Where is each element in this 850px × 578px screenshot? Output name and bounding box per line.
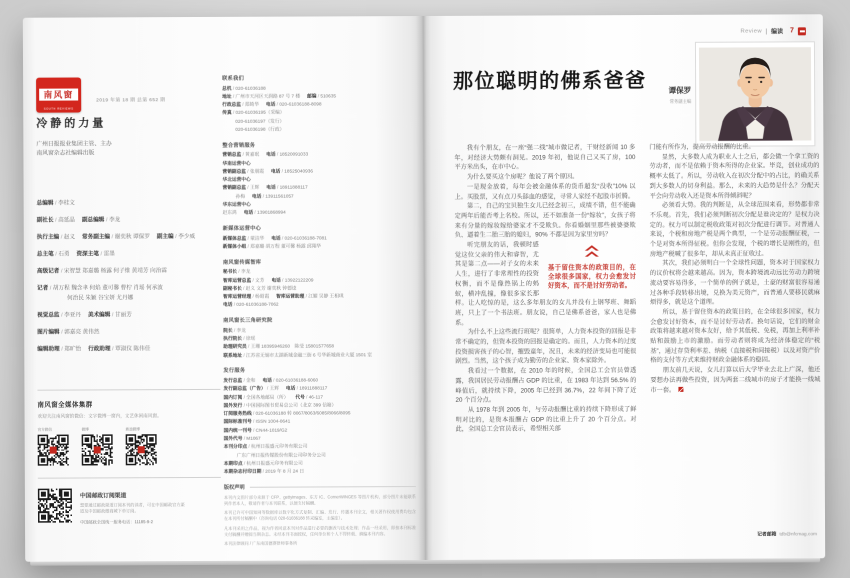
label-value-pair: 智库运营经理 / 杨昭霞	[223, 293, 270, 300]
field-value: 杭州日报盛元印务有限公司	[246, 460, 303, 466]
label-value-pair: 副总编辑 / 李龙	[81, 217, 121, 224]
field-label: 总编辑	[36, 200, 54, 207]
field-label: 电话	[262, 377, 272, 383]
article-column-1	[454, 143, 636, 435]
field-value: 宋智慧 郑嘉璐 杨露 何子维 黄靖芳 向治霖	[63, 268, 167, 275]
field-label: 邮编	[307, 93, 317, 99]
staff-row	[37, 234, 242, 242]
label-value-pair: 记者 / 胡万程 魏含聿 何焰 董可馨 曹柠 肖瑶 何承波	[36, 285, 163, 292]
contact-line	[223, 300, 415, 309]
left-page	[23, 16, 425, 562]
field-value: 文芳	[255, 277, 265, 283]
field-value: 徐瑶	[245, 335, 256, 341]
field-label: 副秘书长	[222, 285, 242, 291]
article-column-2	[649, 142, 820, 434]
label-value-pair	[223, 210, 237, 215]
article-paragraph: 我有个朋友，在一座“强二线”城市做记者，干财经新闻 10 多年，对经济大势颇有洞见。2019 年初，他说自己又买了房，100 平方米出头，在市中心。	[454, 144, 636, 172]
field-label: 国际标准刊号	[223, 419, 252, 425]
field-label: 视觉总监	[37, 312, 60, 320]
field-value: 江媚 吴静 王相琪	[308, 293, 344, 299]
field-label: 总机	[222, 85, 232, 91]
field-value: 孙梅	[235, 193, 245, 199]
field-value: 郑旷怡	[64, 346, 82, 353]
copyright-title: 版权声明	[223, 484, 245, 491]
field-value: 13922122209	[284, 277, 314, 283]
article-paragraph: 朋友前几天说，女儿打算以后大学毕业去北上广深，他还要想办法再做些投资，因为两套二线城市的房子才能换一线城市一套。	[650, 366, 821, 394]
email-label: 记者邮箱	[757, 532, 777, 538]
contact-section-title: 发行服务	[223, 368, 246, 375]
copyright-paragraph: 本刊已许可中国知网等数据库以数字化方式复制、汇编、发行、传播本刊全文，相关著作权使用费均包含在本刊所付稿酬中（咨询电话 020-61036188 转采编室，主编室）。	[223, 509, 416, 522]
label-value-pair: 国内统一刊号 / CN44-1019/G2	[223, 427, 288, 433]
label-value-pair: 图片编辑 / 郭嘉亮 黄伟然	[37, 329, 100, 337]
field-value: 18520091033	[279, 151, 309, 157]
media-group-section	[37, 389, 221, 526]
field-value: 李龙	[236, 327, 246, 333]
field-value: ISSN 1004-0641	[255, 418, 291, 425]
label-value-pair: 电话 / 18911888117	[285, 385, 328, 391]
field-label: 行政总监	[222, 101, 241, 107]
label-value-pair: 高级记者 / 宋智慧 郑嘉璐 杨露 何子维 黄靖芳 向治霖	[36, 268, 167, 275]
section-name-en: Review	[740, 28, 762, 35]
field-value: 020-61036188-8098	[279, 101, 322, 107]
field-value: 覃淑仪 陈伟佳	[115, 346, 151, 353]
article-paragraph: 为什么不上这些流行班呢？很简单，人力资本投资的回报是非常不确定的，但资本投资的回报是确定的。而且，人力资本的过度投资损害孩子的心智，摧毁童年，况且，未来的经济变局也可能很剧烈。当然，这个孩子成为勤劳的企业家、资本家除外。	[455, 328, 637, 366]
field-value: 王辉	[249, 185, 260, 191]
contact-section	[223, 224, 415, 251]
page-header	[741, 26, 806, 35]
qr-cell	[38, 428, 69, 466]
label-value-pair	[236, 194, 245, 199]
contact-line	[224, 467, 416, 476]
label-value-pair: 国际标准刊号 / ISSN 1004-0641	[223, 418, 291, 425]
field-value: 雷墨	[103, 251, 115, 258]
field-label: 国外代号	[223, 435, 243, 441]
label-value-pair: 总主笔 / 石勇	[36, 251, 70, 258]
media-group-title: 南风窗全媒体集群	[37, 401, 93, 409]
label-value-pair: 院长 / 李龙	[223, 327, 246, 333]
label-value-pair: 发行总监 / 金和	[223, 377, 256, 383]
label-value-pair: 电话 / 020-61036188-7081	[271, 235, 327, 241]
field-value: 46-117	[308, 393, 323, 400]
label-value-pair: 电话 / 18911888117	[266, 184, 308, 191]
article-paragraph: 所以，基于留住资本的政策目的，在全球很多国家，权力会愈发讨好资本，而不是讨好劳动者。换句话说，它们的财金政策将越来越对资本友好，给予其低税、免税，再加上利率补贴和鼓励上市的激励。而劳动者则将成为经济体稳定的“税基”，通过存贷利率差、纳税（直接税和间接税）以及对资产价格的支付等方式来维持财政金融体系的稳固。	[650, 308, 821, 365]
field-label: 电话	[271, 235, 281, 241]
staff-row	[37, 268, 242, 276]
publisher-line: 广州日报报业集团主管、主办	[36, 141, 112, 148]
field-label: 执行主编	[36, 234, 60, 241]
field-label: 营销副总监	[222, 168, 246, 174]
field-label: 院长	[223, 327, 233, 333]
article-paragraph: 听完朋友的话，我顿时感觉这位父亲的伟大和睿智，尤其是第二点——对子女的未来人生，进行了非常理性的投资权衡，而不是像热锅上的蚂蚁，横冲乱撞，像很多家长那样。让人吃惊的是，这么多年朋友的女儿并没有上钢琴班、舞蹈班，只上了一个书法班。朋友说，自己是佛系爸爸，家人也是佛系。	[454, 241, 637, 327]
field-label: 智库运营经理	[223, 293, 252, 300]
reporter-email	[757, 530, 817, 537]
field-label: 地址	[222, 93, 232, 99]
contact-section	[223, 366, 415, 476]
copyright-section	[224, 483, 416, 547]
field-value: 郭嘉亮 黄伟然	[64, 329, 100, 336]
article-paragraph: 门能有所作为，提高劳动报酬的比重。	[649, 143, 755, 152]
field-label: 本期杂志付印日期	[223, 468, 262, 475]
article-body	[454, 142, 820, 435]
field-value: 13911561057	[265, 193, 294, 199]
field-value: 020-61036195（采编）	[235, 109, 285, 116]
label-value-pair: 地址 / 广州市天河区天润路 87 号 7 楼	[222, 93, 301, 99]
label-value-pair: 订阅服务热线 / 020-61036188 转 8067/8063/6085/8066/8095	[223, 410, 351, 416]
field-label: 代号	[295, 394, 305, 400]
issue-line: 2019 年第 18 期 总第 652 期	[96, 98, 166, 104]
field-label: 电话	[243, 210, 254, 216]
field-value: 江苏省无锡市太湖新城金融三街 6 号华新城商业大厦 1501 室	[245, 351, 373, 358]
label-value-pair: 营销副总监 / 张朋霞	[222, 168, 264, 174]
publisher-info	[36, 140, 111, 159]
label-value-pair: 智库运营总监 / 文芳	[222, 277, 265, 283]
field-value: 18525040936	[284, 168, 313, 174]
field-value: 中国国际图书贸易总公司（北京 399 信箱）	[246, 402, 337, 408]
article-title: 那位聪明的佛系爸爸	[453, 70, 647, 93]
copyright-paragraph: 本刊法律顾问 / 广东南国德赛律师事务所	[224, 540, 298, 546]
field-value: 18911888117	[299, 385, 328, 391]
label-value-pair: 代号 / 46-117	[295, 393, 323, 400]
field-label: 本期印点	[223, 460, 243, 466]
contact-line	[223, 208, 415, 217]
section-name-cn: 编读	[770, 29, 783, 36]
qr-code	[82, 434, 113, 465]
field-value: 金和	[246, 377, 256, 383]
field-value: 谢奕秋 谭保罗	[114, 234, 150, 241]
contact-section-title: 联系我们	[222, 75, 245, 82]
pull-quote	[548, 244, 636, 291]
contact-line	[222, 125, 414, 134]
label-value-pair	[237, 452, 326, 457]
field-value: 510635	[320, 93, 337, 99]
field-value: 13901868994	[257, 209, 286, 216]
field-value: 18911888117	[279, 184, 308, 191]
contact-section-title: 南风窗传媒智库	[222, 259, 262, 266]
field-value: 赵东鸿	[222, 210, 237, 216]
field-label: 发行副总监（广告）	[223, 385, 266, 392]
copyright-paragraph: 凡本刊采用之作品，视为作者同意本刊对作品进行必要的删改与技术处理；作品一经采用，即按本刊标准支付稿酬并赠阅当期杂志。未经本刊书面授权，任何单位和个人不得转载、摘编本刊内容。	[224, 524, 417, 537]
label-value-pair: 本期杂志付印日期 / 2019 年 8 月 24 日	[223, 468, 305, 475]
field-label: 新媒体小组	[222, 243, 247, 249]
label-value-pair: 秘书长 / 李龙	[222, 269, 251, 275]
qr-code	[38, 435, 69, 466]
field-label: 电话	[270, 168, 281, 174]
contact-line	[223, 242, 415, 251]
field-value: 石勇	[58, 251, 70, 258]
field-label: 智库运营总监	[222, 277, 252, 283]
author-role: 常务副主编	[669, 98, 692, 104]
label-value-pair: 新媒体小组 / 郑嘉璐 胡万程 董可馨 杨露 邱翔华	[222, 243, 322, 249]
label-value-pair: 电话 / 020-61036188-8098	[265, 101, 322, 107]
postal-subscription-section	[38, 488, 221, 526]
field-value: 黄嘉珉	[245, 151, 260, 158]
field-label: 行政助理	[88, 346, 111, 353]
field-label: 副总编辑	[81, 217, 105, 224]
field-label: 图片编辑	[37, 329, 60, 337]
label-value-pair: 行政助理 / 覃淑仪 陈伟佳	[88, 346, 151, 353]
qr-code-china-post	[38, 489, 72, 523]
magazine-spread	[23, 14, 825, 561]
email-address: tdb@nfcmag.com	[779, 532, 818, 538]
field-label: 副社长	[36, 217, 54, 224]
field-label: 美术编辑	[87, 312, 111, 319]
field-label: 电话	[271, 277, 281, 283]
label-value-pair: 电话 / 13901868994	[243, 209, 286, 216]
chevrons-up-icon	[585, 244, 599, 256]
field-value: M1067	[246, 435, 261, 441]
staff-row	[37, 346, 242, 354]
field-value: 蒙洁华	[250, 235, 265, 241]
sub-center-name: 华东运营中心	[222, 201, 251, 207]
label-value-pair	[235, 118, 284, 123]
label-value-pair: 行政总监 / 郑绮华	[222, 101, 259, 107]
field-value: 020-61036188-6060	[275, 377, 319, 383]
field-value: 2019 年 8 月 24 日	[265, 468, 305, 474]
field-value: 020-61036188 转 8067/8063/6085/8066/8095	[255, 410, 351, 416]
postal-title: 中国邮政订阅渠道	[79, 493, 127, 500]
field-value: 王辉	[269, 385, 279, 391]
field-label: 联系地址	[223, 352, 243, 358]
label-value-pair: 本刊分印点 / 杭州日报盛元印务有限公司	[223, 443, 308, 450]
staff-row	[37, 200, 242, 208]
field-value: 020-61036188-7081	[284, 235, 327, 241]
field-value: 杨昭霞	[255, 293, 270, 299]
field-value: 赵义 文芳 谢奕秋 钟德逵	[245, 285, 297, 291]
field-value: 高延晶	[58, 217, 75, 224]
label-value-pair: 编辑助理 / 郑旷怡	[37, 346, 82, 354]
field-value: 张朋霞	[249, 168, 264, 174]
label-value-pair: 副社长 / 高延晶	[36, 217, 75, 224]
field-value: 王珊 18395946260 陈莹 15801577658	[250, 343, 335, 350]
field-value: 李龙	[240, 269, 251, 275]
label-value-pair: 国外代号 / M1067	[223, 435, 261, 441]
divider	[37, 389, 220, 391]
author-portrait	[695, 41, 815, 147]
field-value: 甘丽芳	[115, 312, 132, 319]
page-number: 7	[789, 27, 794, 35]
field-value: 李少威	[178, 233, 196, 241]
contact-line	[223, 351, 415, 360]
field-value: 赵义	[63, 234, 76, 241]
field-label: 国外发行	[223, 402, 243, 408]
label-value-pair: 副主编 / 李少威	[156, 233, 196, 241]
contact-section	[222, 141, 414, 218]
qr-label: 微博	[81, 427, 89, 432]
field-label: 高级记者	[36, 268, 60, 275]
staff-row	[37, 217, 242, 225]
field-value: 李桂文	[58, 200, 75, 207]
staff-row	[37, 312, 242, 320]
label-value-pair: 电话 / 13911561057	[251, 193, 294, 199]
field-label: 电话	[266, 151, 276, 157]
author-name: 谭保罗	[668, 85, 692, 95]
copyright-heading	[224, 483, 416, 491]
label-value-pair: 总编辑 / 李桂文	[36, 200, 75, 207]
qr-label: 新浪微博	[125, 427, 140, 432]
contact-column	[222, 74, 416, 554]
qr-code-row	[38, 427, 221, 466]
publisher-line: 南风窗杂志社编辑出版	[36, 150, 95, 158]
label-value-pair: 智库运营助理 / 江媚 吴静 王相琪	[276, 293, 344, 299]
mini-logo-icon	[798, 27, 806, 35]
field-label: 传真	[222, 110, 232, 116]
article-paragraph: 第二，自己的宝贝独生女儿已经念初三，成绩不错，但不能确定两年后能否考上名校。所以，还不如准备一份“嫁妆”，女孩子将来有分量的嫁妆嫁给婆家才不受欺负。你看婚姻里那些被婆婆欺负、逼着生二胎三胎的媳妇，90% 不都是因为家里穷吗？	[454, 202, 636, 240]
field-value: 广东广州日报传媒股份有限公司印务分公司	[236, 452, 326, 458]
label-value-pair: 助理研究员 / 王珊 18395946260 陈莹 15801577658	[223, 343, 335, 350]
label-value-pair: 资深主笔 / 雷墨	[76, 251, 115, 258]
qr-cell	[126, 427, 157, 465]
field-value: 郑绮华	[244, 101, 259, 107]
end-of-article-icon	[678, 387, 683, 392]
field-label: 记者	[36, 285, 49, 292]
staff-row	[37, 251, 242, 259]
contact-section-title: 新媒体运营中心	[222, 225, 262, 233]
logo-text: 南风窗	[43, 89, 74, 100]
label-value-pair: 联系地址 / 江苏省无锡市太湖新城金融三街 6 号华新城商业大厦 1501 室	[223, 351, 373, 358]
field-label: 总主笔	[36, 251, 54, 258]
field-label: 订阅服务热线	[223, 410, 252, 416]
divider	[38, 477, 221, 479]
field-value: 郑嘉璐 胡万程 董可馨 杨露 邱翔华	[250, 243, 322, 249]
field-value: 020-61036188-7062	[236, 302, 279, 308]
field-label: 智库运营助理	[276, 293, 305, 299]
logo-subtitle: SOUTH REVIEWS	[43, 106, 74, 110]
field-label: 营销副总监	[222, 185, 247, 191]
field-label: 执行院长	[223, 335, 242, 341]
label-value-pair: 国内订阅 / 全国各地邮局（所）	[223, 394, 289, 400]
heading-rule	[250, 486, 416, 488]
field-label: 国内订阅	[223, 394, 243, 400]
label-value-pair: 副秘书长 / 赵义 文芳 谢奕秋 钟德逵	[222, 285, 297, 291]
magazine-slogan: 冷静的力量	[36, 117, 107, 130]
field-label: 营销总监	[222, 152, 242, 158]
contact-section	[223, 258, 415, 310]
article-paragraph: 从 1978 年到 2005 年，与劳动报酬比重的持续下降形成了鲜明对比的，是资本报酬占 GDP 的比重上升了 20 个百分点。对此，全国总工会官员表示，希望相关部	[455, 406, 637, 434]
postal-hotline: 中国邮政全国统一服务电话：11185-9-2	[80, 518, 153, 525]
field-label: 发行总监	[223, 377, 243, 383]
field-label: 本刊分印点	[223, 444, 248, 450]
field-label: 编辑助理	[37, 346, 60, 354]
label-value-pair: 营销副总监 / 王辉	[222, 185, 260, 191]
staff-row	[37, 329, 242, 337]
author-block	[639, 85, 691, 105]
label-value-pair: 执行院长 / 徐瑶	[223, 335, 256, 341]
qr-cell	[82, 427, 113, 465]
article-paragraph: 为什么要买这个房呢？他说了两个原因。	[466, 173, 579, 181]
field-label: 新媒体总监	[222, 235, 247, 241]
field-label: 电话	[265, 101, 276, 107]
label-value-pair: 新媒体总监 / 蒙洁华	[222, 235, 265, 241]
field-label: 资深主笔	[76, 251, 99, 258]
portrait-illustration	[699, 45, 811, 142]
field-value: 020-61036198（行政）	[235, 126, 285, 132]
field-label: 电话	[223, 302, 233, 308]
contact-section	[222, 74, 414, 134]
field-value: 胡万程 魏含聿 何焰 董可馨 曹柠 肖瑶 何承波	[52, 285, 163, 292]
contact-section-title: 整合营销服务	[222, 142, 256, 149]
field-value: 020-61036197（发行）	[235, 118, 285, 124]
field-label: 副主编	[156, 234, 174, 241]
staff-row	[37, 285, 242, 304]
right-page	[423, 14, 825, 560]
article-paragraph: 其次，我们必须明白一个全球性问题，资本对于国家权力的议价权将会越来越高。因为，资本跨境流动远比劳动力跨境流动要容易得多，一个简单的例子就是，土豪的财富很容易通过各种手段转移出境，兑换为美元资产，而普通人要移民就麻烦得多，就是这个道理。	[649, 259, 821, 307]
contact-section	[223, 316, 415, 360]
label-value-pair: 电话 / 020-61036188-6060	[262, 377, 319, 383]
field-label: 秘书长	[222, 269, 238, 275]
label-value-pair: 电话 / 13922122209	[271, 277, 314, 283]
label-value-pair: 电话 / 18525040936	[270, 168, 313, 174]
sub-center-name: 华北运营中心	[222, 176, 251, 183]
label-value-pair: 发行副总监（广告） / 王辉	[223, 385, 279, 392]
field-value: 李亚丹	[64, 312, 81, 319]
label-value-pair: 常务副主编 / 谢奕秋 谭保罗	[82, 234, 150, 241]
field-value: 广州市天河区天润路 87 号 7 楼	[235, 93, 301, 99]
article-paragraph: 一是现金放着，每年会被金融体系的货币超发“没收”10% 以上。买股票，又有点刀头舔血的感觉，寻常人家经不起股市折腾。	[454, 182, 636, 201]
field-label: 常务副主编	[82, 234, 111, 241]
field-value: 杭州日报盛元印务有限公司	[251, 443, 308, 450]
header-divider	[766, 28, 767, 34]
field-value: 全国各地邮局（所）	[246, 394, 289, 400]
contact-section-title: 南风窗长三角研究院	[223, 317, 273, 325]
copyright-paragraph: 本刊内文图片部分来源于 CFP、gettyimages、东方 IC、CornerWINGES 等图片机构，部分图片未能联系到作者本人，敬请作者与本刊联系，以便支付稿酬。	[223, 494, 416, 506]
field-value: 李龙	[109, 217, 121, 224]
label-value-pair: 电话 / 18520091033	[266, 151, 309, 157]
label-value-pair: 执行主编 / 赵义	[36, 234, 76, 241]
article-paragraph: 显然，大多数人成为职业人士之后，都会做一个拿工资的劳动者，而不是依赖于资本所得的企业家。毕竟，创业成功的概率太低了。所以，劳动收入在初次分配中的占比，的确关系到大多数人的切身利益。那么，未来的大趋势是什么？分配天平会向劳动收入还是资本所得倾斜呢？	[649, 152, 820, 200]
south-reviews-logo	[36, 77, 81, 112]
field-value: CN44-1019/G2	[255, 427, 288, 433]
label-value-pair: 邮编 / 510635	[307, 93, 337, 99]
field-label: 电话	[251, 193, 262, 199]
field-label: 国内统一刊号	[223, 427, 252, 433]
sub-center-name: 华南运营中心	[222, 160, 251, 166]
label-value-pair: 视觉总监 / 李亚丹	[37, 312, 81, 320]
label-value-pair: 国外发行 / 中国国际图书贸易总公司（北京 399 信箱）	[223, 402, 337, 408]
postal-line: 想要通过邮政渠道订阅本刊的读者，可在中国邮政官方渠	[79, 502, 185, 508]
postal-line: 道及中国邮政微商城下单订阅。	[79, 508, 139, 514]
label-value-pair: 本期印点 / 杭州日报盛元印务有限公司	[223, 460, 303, 466]
field-value: 020-61036188	[235, 85, 266, 91]
article-paragraph: 必须看大势。我的判断是，从全球范围来看，形势都非常不乐观。首先，我们必须判断初次分配是谁决定的？是权力决定的。权力可以制定税收政策对初次分配进行调节。对普通人来说，个税和房地产税是两个典型，一个是劳动报酬征税，一个是对资本所得征税。但你会发现，个税的增长是刚性的，但房地产税喊了很多年，却从未真正征收过。	[649, 201, 820, 258]
label-value-pair: 总机 / 020-61036188	[222, 85, 266, 91]
qr-label: 官方微信	[37, 427, 52, 432]
label-value-pair: 电话 / 020-61036188-7062	[223, 302, 279, 308]
field-label: 电话	[285, 385, 296, 391]
media-group-desc: 欢迎关注南风窗的微信：文字微博一窗内，文艺休闲南风窗。	[37, 413, 162, 419]
staff-names-continued: 何治民 朱颖 谷宝妍 尤丹娜	[67, 295, 134, 302]
field-label: 助理研究员	[223, 344, 247, 350]
field-label: 电话	[266, 185, 276, 191]
pull-quote-text: 基于留住资本的政策目的，在全球很多国家，权力会愈发讨好资本，而不是讨好劳动者。	[547, 264, 636, 290]
label-value-pair: 传真 / 020-61036195（采编）	[222, 109, 285, 116]
label-value-pair	[235, 127, 284, 132]
qr-code	[126, 434, 157, 465]
label-value-pair: 美术编辑 / 甘丽芳	[87, 312, 132, 319]
article-paragraph: 我看过一个数据，在 2010 年的时候，全国总工会官员曾透露，我国居民劳动报酬占 GDP 的比重，在 1983 年达到 56.5% 的峰值后，就持续下降，2005 年已经到 36.7%，22 年间下降了近 20 个百分点。	[455, 367, 637, 405]
label-value-pair: 营销总监 / 黄嘉珉	[222, 151, 260, 158]
